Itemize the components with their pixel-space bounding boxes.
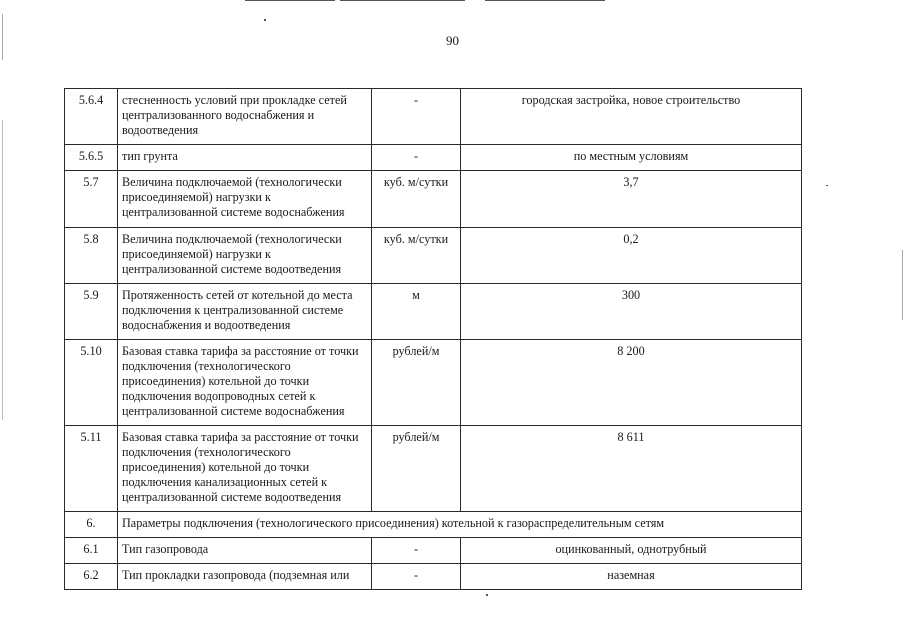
parameter-name: тип грунта	[118, 145, 372, 171]
table-row	[65, 171, 802, 228]
row-number: 6.2	[65, 564, 118, 590]
scan-edge-left	[2, 120, 3, 420]
parameter-name: Тип прокладки газопровода (подземная или	[118, 564, 372, 590]
scan-edge-right	[902, 250, 903, 320]
value: наземная	[461, 564, 802, 590]
scan-line-top	[245, 0, 335, 1]
row-number: 5.6.4	[65, 89, 118, 145]
parameters-table	[64, 88, 802, 590]
section-title: Параметры подключения (технологического присоединения) котельной к газораспределительным сетям	[118, 512, 802, 538]
unit: куб. м/сутки	[372, 228, 461, 284]
scan-dot	[486, 594, 488, 596]
table-row	[65, 145, 802, 171]
unit: рублей/м	[372, 426, 461, 512]
row-number: 5.8	[65, 228, 118, 284]
value: 0,2	[461, 228, 802, 284]
value: городская застройка, новое строительство	[461, 89, 802, 145]
row-number: 5.9	[65, 284, 118, 340]
table-row	[65, 228, 802, 284]
row-number: 5.6.5	[65, 145, 118, 171]
table-row	[65, 89, 802, 145]
parameter-name: Протяженность сетей от котельной до места подключения к централизованной системе водоснабжения и водоотведения	[118, 284, 372, 340]
parameter-name: Базовая ставка тарифа за расстояние от точки подключения (технологического присоединения) котельной до точки подключения канализационных сетей к централизованной системе водоотведения	[118, 426, 372, 512]
table-row	[65, 284, 802, 340]
parameter-name: Базовая ставка тарифа за расстояние от точки подключения (технологического присоединения) котельной до точки подключения водопроводных сетей к централизованной системе водоснабжения	[118, 340, 372, 426]
unit: м	[372, 284, 461, 340]
table-row	[65, 564, 802, 590]
value: 8 611	[461, 426, 802, 512]
row-number: 5.11	[65, 426, 118, 512]
scan-line-top	[340, 0, 465, 1]
parameter-name: Величина подключаемой (технологически присоединяемой) нагрузки к централизованной системе водоснабжения	[118, 171, 372, 228]
parameter-name: стесненность условий при прокладке сетей централизованного водоснабжения и водоотведения	[118, 89, 372, 145]
row-number: 6.1	[65, 538, 118, 564]
row-number: 5.7	[65, 171, 118, 228]
table-row	[65, 426, 802, 512]
value: 8 200	[461, 340, 802, 426]
value: 3,7	[461, 171, 802, 228]
table-row	[65, 538, 802, 564]
scan-dot	[826, 185, 828, 186]
unit: куб. м/сутки	[372, 171, 461, 228]
row-number: 5.10	[65, 340, 118, 426]
unit: рублей/м	[372, 340, 461, 426]
unit: -	[372, 145, 461, 171]
value: оцинкованный, однотрубный	[461, 538, 802, 564]
unit: -	[372, 538, 461, 564]
page-number: 90	[446, 33, 459, 48]
parameter-name: Тип газопровода	[118, 538, 372, 564]
value: по местным условиям	[461, 145, 802, 171]
parameter-name: Величина подключаемой (технологически присоединяемой) нагрузки к централизованной системе водоотведения	[118, 228, 372, 284]
table-row	[65, 340, 802, 426]
value: 300	[461, 284, 802, 340]
unit: -	[372, 89, 461, 145]
scan-dot	[264, 19, 266, 21]
scan-line-top	[485, 0, 605, 1]
unit: -	[372, 564, 461, 590]
section-number: 6.	[65, 512, 118, 538]
section-row	[65, 512, 802, 538]
